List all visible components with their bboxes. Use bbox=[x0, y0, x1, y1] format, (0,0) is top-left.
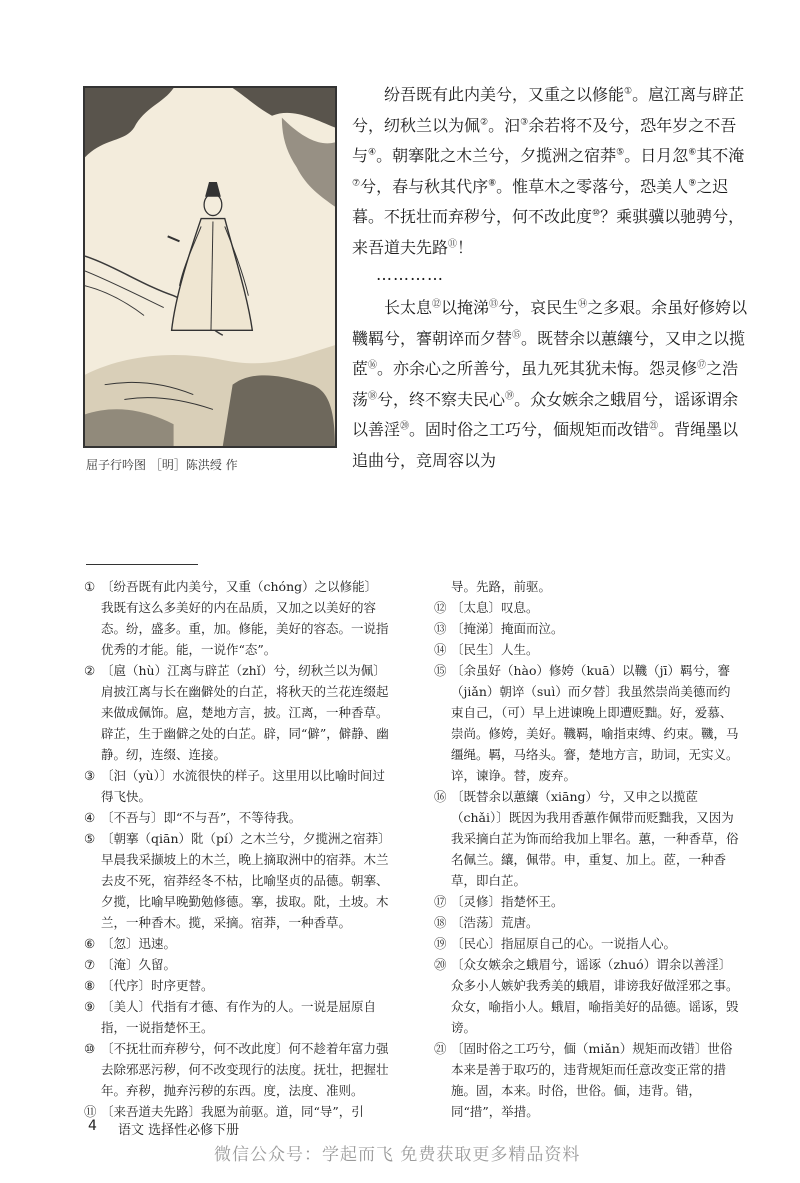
poem-segment: ！ bbox=[457, 237, 474, 257]
footnote-number: ④ bbox=[84, 810, 96, 825]
footnote-marker: ⑤ bbox=[616, 147, 625, 158]
poem-segment: 之迟暮。不抚壮而弃秽兮，何不改此度 bbox=[352, 176, 729, 226]
poem-segment: 。背绳墨以追曲兮，竞周容以为 bbox=[352, 420, 739, 470]
footnote-marker: ⑬ bbox=[489, 299, 499, 310]
footnote-text: 〔纷吾既有此内美兮，又重（chóng）之以修能〕我既有这么多美好的内在品质，又加之以美好的容态。纷，盛多。重，加。修能，美好的容态。一说指优秀的才能。能，一说作“态”。 bbox=[101, 579, 389, 657]
footnote-item bbox=[84, 576, 389, 660]
footnote-item bbox=[434, 660, 742, 786]
footnote-number: ⑩ bbox=[84, 1041, 96, 1056]
footnote-marker: ⑰ bbox=[697, 360, 707, 371]
footnote-text: 〔美人〕代指有才德、有作为的人。一说是屈原自指，一说指楚怀王。 bbox=[101, 999, 377, 1035]
poem-segment: 纷吾既有此内美兮，又重之以修能 bbox=[384, 85, 625, 104]
footnote-item bbox=[84, 975, 389, 996]
footnote-marker: ⑪ bbox=[448, 239, 458, 250]
footnote-text: 〔太息〕叹息。 bbox=[451, 600, 539, 615]
footnote-number: ⑱ bbox=[434, 915, 447, 930]
footnote-item bbox=[434, 786, 742, 891]
footnote-number: ⑭ bbox=[434, 642, 447, 657]
footnote-item bbox=[434, 576, 742, 597]
footnote-number: ⑬ bbox=[434, 621, 447, 636]
poem-segment: 。亦余心之所善兮，虽九死其犹未悔。怨灵修 bbox=[377, 359, 698, 378]
footnote-number: ⑳ bbox=[434, 957, 447, 972]
footnote-item bbox=[84, 933, 389, 954]
poem-segment: 。扈江离与辟芷兮，纫秋兰以为佩 bbox=[352, 85, 745, 135]
footnote-item bbox=[434, 891, 742, 912]
footnote-marker: ⑳ bbox=[400, 421, 410, 432]
footnote-marker: ⑩ bbox=[592, 208, 601, 219]
poem-segment: ？乘骐骥以驰骋兮，来吾道夫先路 bbox=[352, 207, 745, 257]
footnote-marker: ⑱ bbox=[368, 391, 378, 402]
footnote-number: ⑮ bbox=[434, 663, 447, 678]
footnote-text: 〔不吾与〕即“不与吾”，不等待我。 bbox=[101, 810, 302, 825]
page-number: 4 bbox=[88, 1118, 97, 1134]
footnote-text: 〔汩（yù）〕水流很快的样子。这里用以比喻时间过得飞快。 bbox=[101, 768, 385, 804]
footnote-marker: ㉑ bbox=[649, 421, 659, 432]
poem-segment: 其不淹 bbox=[696, 146, 745, 165]
footnote-marker: ② bbox=[480, 117, 489, 128]
footnote-item bbox=[434, 597, 742, 618]
footnote-number: ⑫ bbox=[434, 600, 447, 615]
poem-segment: 。惟草木之零落兮，恐美人 bbox=[496, 176, 689, 196]
footnote-text: 〔来吾道夫先路〕我愿为前驱。道，同“导”，引 bbox=[101, 1104, 364, 1119]
footnote-item bbox=[84, 765, 389, 807]
footnote-number: ⑨ bbox=[84, 999, 96, 1014]
footnote-text: 〔朝搴（qiān）阰（pí）之木兰兮，夕揽洲之宿莽〕早晨我采撷坡上的木兰，晚上摘取洲中的宿莽。木兰去皮不死，宿莽经冬不枯，比喻坚贞的品德。朝搴、夕揽，比喻早晚勤勉修德。搴，拔取。阰，土坡。木兰，一种香木。揽，采摘。宿莽，一种香草。 bbox=[101, 831, 389, 930]
footnote-text: 导。先路，前驱。 bbox=[451, 579, 552, 594]
poem-segment: 。固时俗之工巧兮，偭规矩而改错 bbox=[409, 420, 650, 439]
poem-ellipsis: ………… bbox=[376, 265, 444, 284]
footnote-marker: ① bbox=[624, 86, 633, 97]
illustration-caption: 屈子行吟图 ［明］陈洪绶 作 bbox=[86, 458, 238, 472]
footnote-number: ③ bbox=[84, 768, 96, 783]
footnote-item bbox=[434, 618, 742, 639]
poem-text bbox=[352, 80, 752, 476]
footnote-text: 〔众女嫉余之蛾眉兮，谣诼（zhuó）谓余以善淫〕众多小人嫉妒我秀美的蛾眉，诽谤我好做淫邪之事。众女，喻指小人。蛾眉，喻指美好的品德。谣诼，毁谤。 bbox=[451, 957, 739, 1035]
footnote-marker: ③ bbox=[520, 117, 529, 128]
footnote-number: ⑪ bbox=[84, 1104, 97, 1119]
footnote-marker: ⑮ bbox=[512, 330, 522, 341]
footnote-number: ⑲ bbox=[434, 936, 447, 951]
footnote-marker: ⑨ bbox=[688, 178, 697, 189]
footnote-item bbox=[84, 954, 389, 975]
footnote-text: 〔扈（hù）江离与辟芷（zhǐ）兮，纫秋兰以为佩〕肩披江离与长在幽僻处的白芷，将秋天的兰花连缀起来做成佩饰。扈，楚地方言，披。江离，一种香草。辟芷，生于幽僻之处的白芷。辟，同“僻”，僻静、幽静。纫，连缀、连接。 bbox=[101, 663, 389, 762]
poem-segment: 兮，春与秋其代序 bbox=[360, 176, 489, 196]
footnote-marker: ⑧ bbox=[488, 178, 497, 189]
footnote-text: 〔灵修〕指楚怀王。 bbox=[451, 894, 564, 909]
footnote-item bbox=[84, 660, 389, 765]
footnote-item bbox=[434, 933, 742, 954]
illustration bbox=[83, 86, 337, 448]
poem-segment: 。朝搴阰之木兰兮，夕揽洲之宿莽 bbox=[376, 146, 617, 165]
poem-segment: 长太息 bbox=[384, 298, 433, 317]
footnote-divider bbox=[86, 564, 198, 565]
poem-stanza-2 bbox=[352, 293, 752, 476]
footnote-text: 〔民心〕指屈原自己的心。一说指人心。 bbox=[451, 936, 677, 951]
footnote-text: 〔淹〕久留。 bbox=[101, 957, 177, 972]
poem-segment: 以掩涕 bbox=[441, 298, 490, 317]
footnote-marker: ④ bbox=[368, 147, 377, 158]
footnote-item bbox=[434, 912, 742, 933]
footnote-marker: ⑫ bbox=[432, 299, 442, 310]
poem-segment: 。日月忽 bbox=[624, 146, 689, 165]
footnote-text: 〔既替余以蕙纕（xiāng）兮，又申之以揽茝（chǎi）〕既因为我用香蕙作佩带而贬黜我，又因为我采摘白芷为饰而给我加上罪名。蕙，一种香草，俗名佩兰。纕，佩带。申，重复、加上。茝，一种香草，即白芷。 bbox=[451, 789, 739, 888]
footnote-item bbox=[434, 954, 742, 1038]
footnote-text: 〔代序〕时序更替。 bbox=[101, 978, 214, 993]
footnote-marker: ⑦ bbox=[352, 178, 361, 189]
footnote-marker: ⑲ bbox=[505, 391, 515, 402]
poem-stanza-1 bbox=[352, 80, 752, 263]
footnote-text: 〔浩荡〕荒唐。 bbox=[451, 915, 539, 930]
footnote-item bbox=[84, 828, 389, 933]
footnote-number: ⑦ bbox=[84, 957, 96, 972]
footnote-text: 〔不抚壮而弃秽兮，何不改此度〕何不趁着年富力强去除邪恶污秽，何不改变现行的法度。抚壮，把握壮年。弃秽，抛弃污秽的东西。度，法度、准则。 bbox=[101, 1041, 389, 1098]
footnote-item bbox=[84, 1038, 389, 1101]
footnote-text: 〔掩涕〕掩面而泣。 bbox=[451, 621, 564, 636]
footnotes-left-column bbox=[84, 576, 389, 1122]
poem-segment: 。既替余以蕙纕兮，又申之以揽茝 bbox=[352, 328, 746, 378]
footnote-number: ㉑ bbox=[434, 1041, 447, 1056]
footnote-text: 〔忽〕迅速。 bbox=[101, 936, 177, 951]
footnote-number: ① bbox=[84, 579, 96, 594]
poem-segment: 兮，哀民生 bbox=[498, 298, 579, 317]
footnote-marker: ⑭ bbox=[578, 299, 588, 310]
poem-segment: 余若将不及兮，恐年岁之不吾与 bbox=[352, 115, 737, 165]
footnote-text: 〔民生〕人生。 bbox=[451, 642, 539, 657]
footnote-item bbox=[84, 996, 389, 1038]
footnote-marker: ⑯ bbox=[368, 360, 378, 371]
footnote-marker: ⑥ bbox=[688, 147, 697, 158]
footnote-number: ② bbox=[84, 663, 96, 678]
footnote-text: 〔固时俗之工巧兮，偭（miǎn）规矩而改错〕世俗本来是善于取巧的，违背规矩而任意改变正常的措施。固，本来。时俗，世俗。偭，违背。错，同“措”，举措。 bbox=[451, 1041, 733, 1119]
footnote-text: 〔余虽好（hào）修姱（kuā）以鞿（jī）羁兮，謇（jiǎn）朝谇（suì）而夕替〕我虽然崇尚美德而约束自己，（可）早上进谏晚上即遭贬黜。好，爱慕、崇尚。修姱，美好。鞿羁，喻指束缚、约束。鞿，马缰绳。羁，马络头。謇，楚地方言，助词，无实义。谇，谏诤。替，废弃。 bbox=[451, 663, 739, 783]
footnote-number: ⑰ bbox=[434, 894, 447, 909]
painting-figure-image bbox=[85, 88, 335, 446]
poem-segment: 兮，终不察夫民心 bbox=[377, 389, 506, 409]
footnote-number: ⑤ bbox=[84, 831, 96, 846]
poem-segment: 之浩荡 bbox=[352, 359, 739, 409]
poem-segment: 。众女嫉余之蛾眉兮，谣诼谓余以善淫 bbox=[352, 389, 739, 439]
footnote-number: ⑯ bbox=[434, 789, 447, 804]
footnotes-right-column bbox=[434, 576, 742, 1122]
footnote-item bbox=[434, 639, 742, 660]
footnote-item bbox=[434, 1038, 742, 1122]
footnote-number: ⑥ bbox=[84, 936, 96, 951]
poem-segment: 之多艰。余虽好修姱以鞿羁兮，謇朝谇而夕替 bbox=[352, 298, 748, 348]
footnote-item bbox=[84, 807, 389, 828]
footnote-number: ⑧ bbox=[84, 978, 96, 993]
poem-segment: 。汩 bbox=[488, 115, 521, 135]
book-title: 语文 选择性必修下册 bbox=[118, 1123, 240, 1138]
watermark-text: 微信公众号：学起而飞 免费获取更多精品资料 bbox=[214, 1145, 581, 1165]
